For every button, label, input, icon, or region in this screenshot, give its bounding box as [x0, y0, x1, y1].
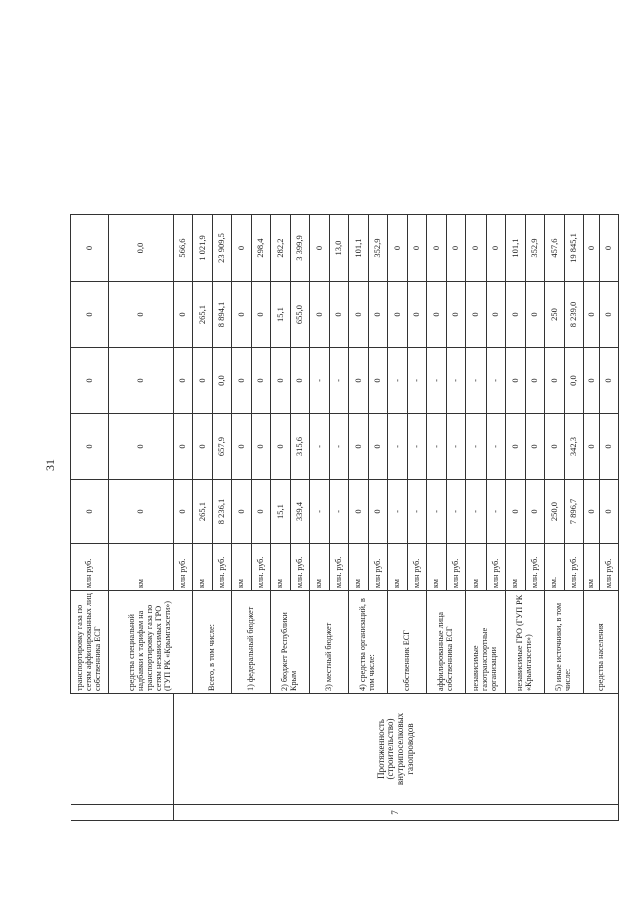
value-cell: -: [466, 414, 487, 480]
unit-cell: км.: [545, 544, 565, 591]
unit-cell: млн руб.: [369, 544, 388, 591]
value-cell: 265,1: [193, 480, 213, 544]
value-cell: -: [310, 480, 330, 544]
value-cell: 8 894,1: [213, 282, 232, 348]
row-label: средства специальной надбавки к тарифам на транспортировку газа по сетям независимых ГРО (ГУП РК «Крымгазсети»): [109, 591, 193, 694]
value-cell: 8 239,0: [565, 282, 584, 348]
value-cell: 0: [600, 282, 619, 348]
value-cell: 0: [369, 414, 388, 480]
value-cell: 19 845,1: [565, 215, 584, 282]
row-label: собственник ЕСГ: [388, 591, 427, 694]
value-cell: 0: [252, 282, 271, 348]
value-cell: 15,1: [271, 480, 291, 544]
value-cell: 265,1: [193, 282, 213, 348]
value-cell: 101,1: [506, 215, 526, 282]
value-cell: 0: [330, 282, 349, 348]
unit-cell: км: [584, 544, 600, 591]
value-cell: -: [466, 480, 487, 544]
value-cell: -: [427, 480, 447, 544]
value-cell: 0: [232, 348, 252, 414]
value-cell: 0: [487, 215, 506, 282]
value-cell: 0: [232, 282, 252, 348]
unit-cell: км: [232, 544, 252, 591]
unit-cell: млн руб.: [447, 544, 466, 591]
value-cell: 3 399,9: [291, 215, 310, 282]
value-cell: -: [310, 414, 330, 480]
unit-cell: млн. руб.: [252, 544, 271, 591]
section-index: 7: [174, 805, 619, 821]
value-cell: 0: [506, 480, 526, 544]
unit-cell: км: [466, 544, 487, 591]
value-cell: 0: [526, 348, 545, 414]
value-cell: -: [330, 480, 349, 544]
value-cell: 0: [487, 282, 506, 348]
row-label: 2) бюджет Республики Крым: [271, 591, 310, 694]
value-cell: -: [408, 414, 427, 480]
value-cell: 0: [252, 480, 271, 544]
value-cell: 0: [447, 215, 466, 282]
value-cell: 250,0: [545, 480, 565, 544]
value-cell: 250: [545, 282, 565, 348]
value-cell: 0: [271, 414, 291, 480]
value-cell: 8 236,1: [213, 480, 232, 544]
unit-cell: км: [427, 544, 447, 591]
value-cell: 0: [349, 282, 369, 348]
value-cell: 0: [545, 414, 565, 480]
value-cell: 0: [349, 414, 369, 480]
row-label: независимые газотранспортные организации: [466, 591, 506, 694]
value-cell: 0: [109, 480, 174, 544]
unit-cell: км: [506, 544, 526, 591]
section-title: Протяженность (строительство) внутрипоселковых газопроводов: [174, 694, 619, 805]
value-cell: 0: [174, 414, 193, 480]
value-cell: 0: [71, 215, 109, 282]
value-cell: -: [487, 480, 506, 544]
value-cell: 0: [388, 282, 408, 348]
row-label: независимые ГРО (ГУП РК «Крымгазсети»): [506, 591, 545, 694]
value-cell: 0: [584, 348, 600, 414]
value-cell: 655,0: [291, 282, 310, 348]
unit-cell: млн руб.: [71, 544, 109, 591]
value-cell: 0: [193, 348, 213, 414]
value-cell: 352,9: [526, 215, 545, 282]
value-cell: 282,2: [271, 215, 291, 282]
value-cell: 0: [506, 282, 526, 348]
row-label: средства населения: [584, 591, 619, 694]
value-cell: -: [447, 480, 466, 544]
unit-cell: км: [193, 544, 213, 591]
value-cell: -: [310, 348, 330, 414]
value-cell: -: [388, 414, 408, 480]
value-cell: 1 021,9: [193, 215, 213, 282]
value-cell: 0: [427, 282, 447, 348]
value-cell: -: [388, 480, 408, 544]
row-label: 1) федеральный бюджет: [232, 591, 271, 694]
value-cell: 0: [174, 348, 193, 414]
page-number: 31: [43, 459, 57, 471]
value-cell: -: [427, 414, 447, 480]
value-cell: 0: [584, 480, 600, 544]
value-cell: 0: [310, 215, 330, 282]
value-cell: 0: [174, 480, 193, 544]
value-cell: 566,6: [174, 215, 193, 282]
value-cell: -: [330, 348, 349, 414]
value-cell: 0: [526, 414, 545, 480]
value-cell: 0: [232, 215, 252, 282]
value-cell: -: [487, 348, 506, 414]
unit-cell: км: [310, 544, 330, 591]
unit-cell: млн. руб.: [291, 544, 310, 591]
value-cell: 0: [71, 480, 109, 544]
value-cell: 0: [506, 414, 526, 480]
value-cell: -: [466, 348, 487, 414]
value-cell: -: [427, 348, 447, 414]
value-cell: 0: [526, 282, 545, 348]
unit-cell: млн руб.: [174, 544, 193, 591]
value-cell: 0: [349, 480, 369, 544]
value-cell: 0: [232, 414, 252, 480]
value-cell: 0: [291, 348, 310, 414]
value-cell: 339,4: [291, 480, 310, 544]
unit-cell: км: [349, 544, 369, 591]
value-cell: 0: [600, 215, 619, 282]
value-cell: 0: [193, 414, 213, 480]
value-cell: 0: [369, 348, 388, 414]
value-cell: 0: [109, 348, 174, 414]
value-cell: 23 909,5: [213, 215, 232, 282]
row-label: 3) местный бюджет: [310, 591, 349, 694]
value-cell: 0: [600, 414, 619, 480]
value-cell: 0: [545, 348, 565, 414]
value-cell: 0: [408, 282, 427, 348]
funding-table: [70, 113, 619, 821]
value-cell: 0: [71, 348, 109, 414]
value-cell: 0: [526, 480, 545, 544]
value-cell: 298,4: [252, 215, 271, 282]
value-cell: 0: [600, 348, 619, 414]
row-label: транспортировку газа по сетям аффилированных лиц собственника ЕСГ: [71, 591, 109, 694]
value-cell: 0: [466, 215, 487, 282]
value-cell: 0: [252, 414, 271, 480]
value-cell: 0: [447, 282, 466, 348]
value-cell: 0: [427, 215, 447, 282]
unit-cell: км: [271, 544, 291, 591]
unit-cell: млн руб.: [408, 544, 427, 591]
table-row: [174, 114, 193, 821]
value-cell: 0: [271, 348, 291, 414]
value-cell: 457,6: [545, 215, 565, 282]
value-cell: 0: [310, 282, 330, 348]
value-cell: 0: [466, 282, 487, 348]
value-cell: -: [487, 414, 506, 480]
row-label: аффилированные лица собственника ЕСГ: [427, 591, 466, 694]
value-cell: 0,0: [109, 215, 174, 282]
value-cell: 0: [584, 215, 600, 282]
value-cell: 13,0: [330, 215, 349, 282]
value-cell: 0: [506, 348, 526, 414]
unit-cell: млн. руб.: [526, 544, 545, 591]
unit-cell: млн. руб.: [213, 544, 232, 591]
row-label: 4) средства организаций, в том числе:: [349, 591, 388, 694]
value-cell: 0: [109, 282, 174, 348]
value-cell: 101,1: [349, 215, 369, 282]
table-row: [71, 114, 109, 821]
value-cell: 0: [600, 480, 619, 544]
value-cell: 342,3: [565, 414, 584, 480]
value-cell: 0,0: [565, 348, 584, 414]
unit-cell: км: [109, 544, 174, 591]
unit-cell: км: [388, 544, 408, 591]
blank-cell: [71, 805, 174, 821]
value-cell: 7 896,7: [565, 480, 584, 544]
unit-cell: млн руб.: [600, 544, 619, 591]
row-label: 5) иные источники, в том числе:: [545, 591, 584, 694]
value-cell: -: [447, 414, 466, 480]
value-cell: 0: [584, 282, 600, 348]
value-cell: 0: [71, 414, 109, 480]
unit-cell: млн. руб.: [330, 544, 349, 591]
value-cell: 0: [252, 348, 271, 414]
value-cell: 352,9: [369, 215, 388, 282]
value-cell: 0: [369, 282, 388, 348]
row-label: Всего, в том числе:: [193, 591, 232, 694]
value-cell: 657,9: [213, 414, 232, 480]
value-cell: -: [388, 348, 408, 414]
value-cell: -: [447, 348, 466, 414]
value-cell: -: [408, 348, 427, 414]
value-cell: 0: [388, 215, 408, 282]
value-cell: -: [408, 480, 427, 544]
unit-cell: млн. руб.: [565, 544, 584, 591]
value-cell: -: [330, 414, 349, 480]
value-cell: 15,1: [271, 282, 291, 348]
unit-cell: млн руб.: [487, 544, 506, 591]
value-cell: 0: [349, 348, 369, 414]
value-cell: 0: [174, 282, 193, 348]
value-cell: 315,6: [291, 414, 310, 480]
value-cell: 0,0: [213, 348, 232, 414]
value-cell: 0: [71, 282, 109, 348]
blank-cell: [71, 694, 174, 805]
table-container: [70, 114, 614, 821]
value-cell: 0: [109, 414, 174, 480]
value-cell: 0: [408, 215, 427, 282]
value-cell: 0: [584, 414, 600, 480]
value-cell: 0: [232, 480, 252, 544]
value-cell: 0: [369, 480, 388, 544]
